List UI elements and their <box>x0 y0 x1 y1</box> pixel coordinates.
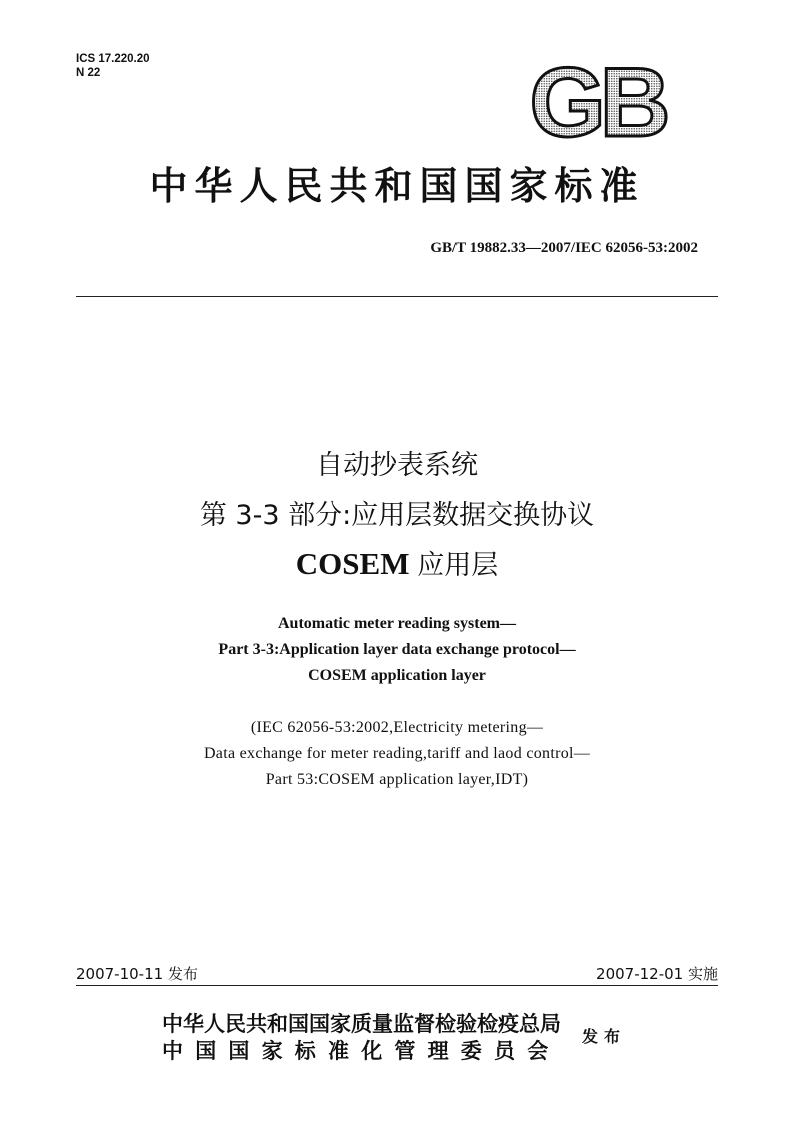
ccs-code: N 22 <box>76 67 101 79</box>
gb-logo-text: GB <box>529 60 665 144</box>
cn-title-line1: 自动抄表系统 <box>316 450 478 481</box>
standard-number: GB/T 19882.33—2007/IEC 62056-53:2002 <box>430 240 698 256</box>
iec-ref-line3: Part 53:COSEM application layer,IDT) <box>265 771 529 788</box>
en-title-line3: COSEM application layer <box>308 667 486 684</box>
cn-title-line3-latin: COSEM <box>295 546 410 581</box>
footer-divider <box>76 985 718 986</box>
ics-code: ICS 17.220.20 <box>76 53 150 65</box>
en-title-line2: Part 3-3:Application layer data exchange protocol— <box>218 641 576 658</box>
header-divider <box>76 296 718 297</box>
publish-label: 发布 <box>582 1027 627 1046</box>
gb-standard-logo-icon <box>518 60 676 144</box>
cn-title-line2: 第 3-3 部分:应用层数据交换协议 <box>199 500 595 531</box>
en-title-line1: Automatic meter reading system— <box>277 615 517 632</box>
effective-date: 2007-12-01 实施 <box>596 965 718 983</box>
iec-ref-line1: (IEC 62056-53:2002,Electricity metering— <box>250 719 544 736</box>
issuer-sac: 中国国家标准化管理委员会 <box>162 1038 561 1063</box>
issuer-aqsiq: 中华人民共和国国家质量监督检验检疫总局 <box>162 1011 561 1036</box>
issue-date: 2007-10-11 发布 <box>76 965 198 983</box>
cn-title-line3-cjk: 应用层 <box>417 550 499 581</box>
issuing-organizations <box>162 1010 561 1064</box>
classification-codes <box>76 52 150 80</box>
iec-ref-line2: Data exchange for meter reading,tariff and laod control— <box>203 745 591 762</box>
cn-title-line3 <box>0 544 794 586</box>
page-title: 中华人民共和国国家标准 <box>149 163 645 208</box>
